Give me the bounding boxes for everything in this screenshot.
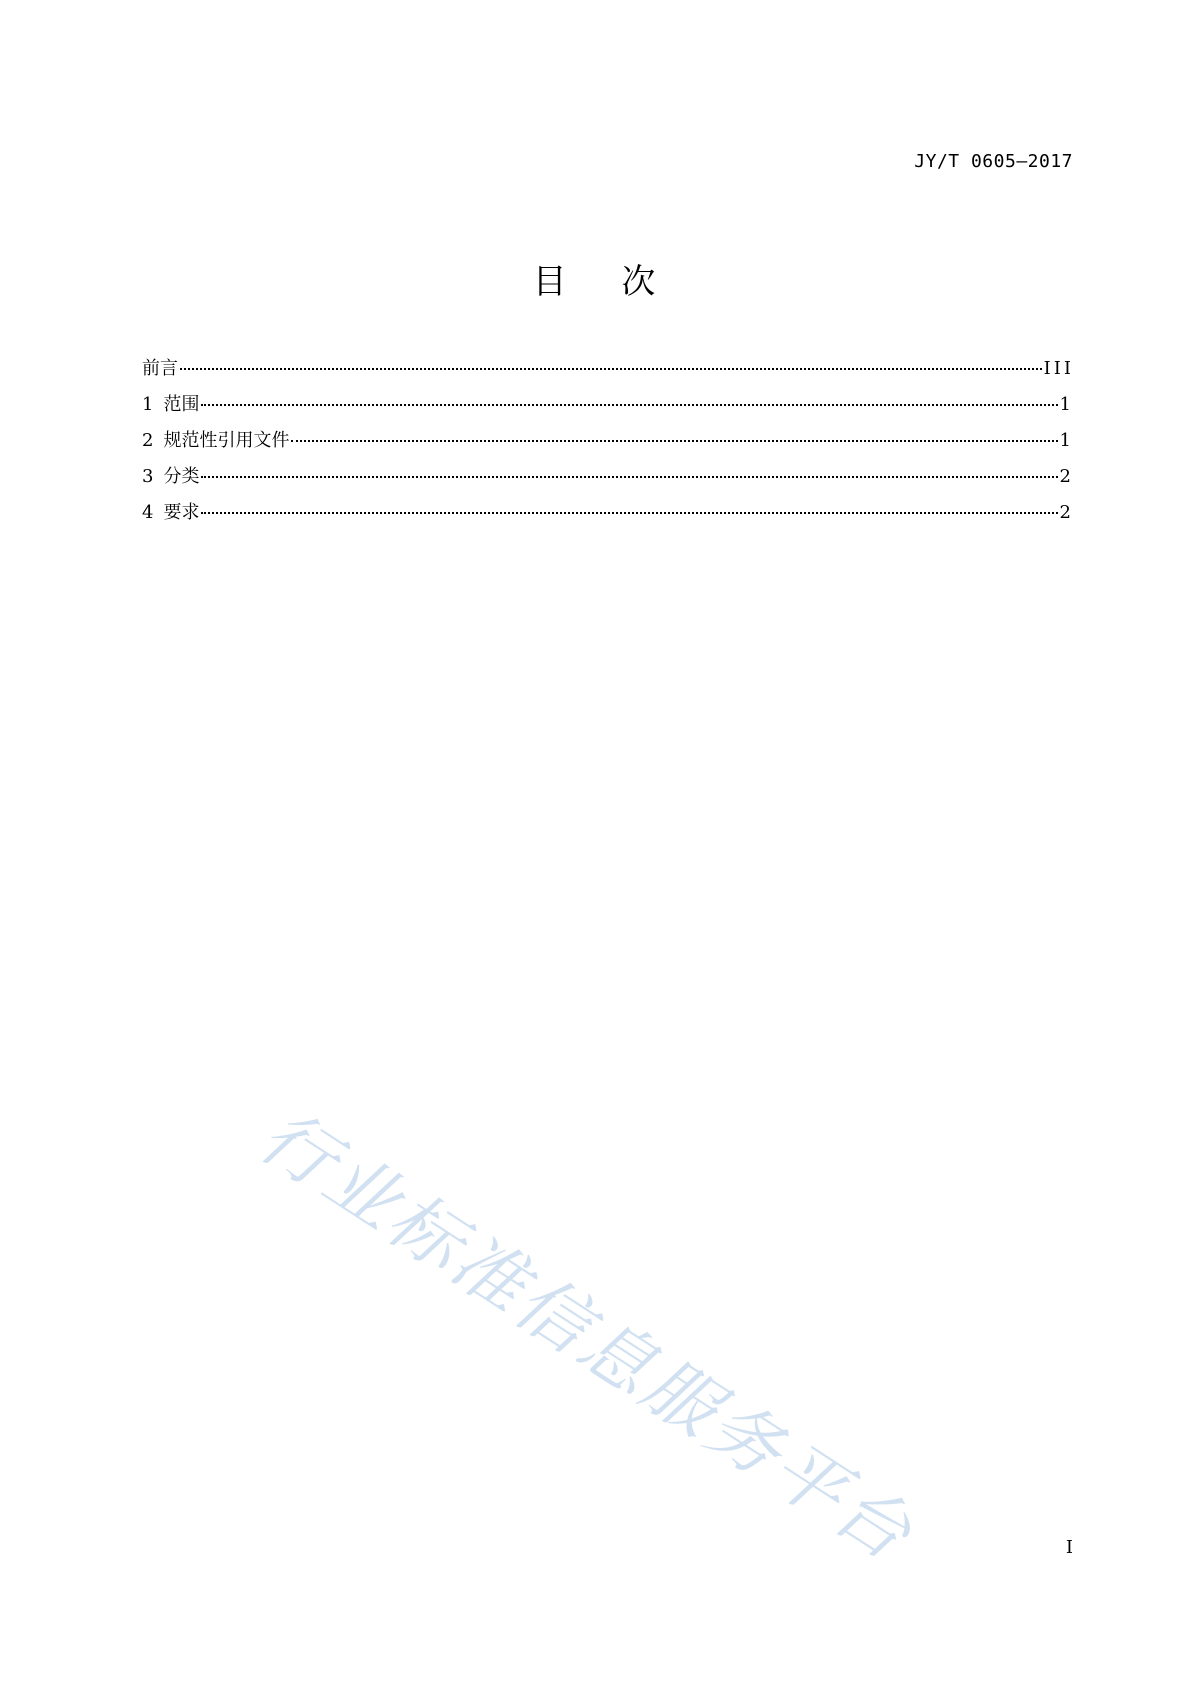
toc-entry-number: 1 <box>142 394 154 415</box>
toc-entry-title: 范围 <box>163 394 200 415</box>
toc-entry-classification[interactable] <box>142 465 1074 501</box>
toc-entry-number: 2 <box>142 430 154 451</box>
toc-entry-foreword[interactable] <box>142 357 1074 393</box>
toc-entry-normative-references[interactable] <box>142 429 1074 465</box>
toc-entry-page: 1 <box>1059 394 1074 415</box>
toc-entry-title: 分类 <box>163 466 200 487</box>
toc-title: 目 次 <box>532 262 658 302</box>
toc-entry-number: 4 <box>142 502 154 523</box>
toc-dot-leader <box>291 439 1057 442</box>
toc-dot-leader <box>201 511 1057 514</box>
toc-entry-number: 3 <box>142 466 154 487</box>
toc-entry-page: 1 <box>1059 430 1074 451</box>
toc-entry-page: 2 <box>1059 502 1074 523</box>
toc-entry-title: 要求 <box>163 502 200 523</box>
toc-entry-page: III <box>1043 358 1074 379</box>
toc-dot-leader <box>201 403 1057 406</box>
toc-entry-scope[interactable] <box>142 393 1074 429</box>
toc-dot-leader <box>201 475 1057 478</box>
toc-entry-title: 前言 <box>142 358 178 379</box>
toc-entry-requirements[interactable] <box>142 501 1074 537</box>
standard-code: JY/T 0605—2017 <box>914 151 1073 172</box>
page-number: I <box>1065 1537 1073 1558</box>
toc-dot-leader <box>180 367 1042 370</box>
table-of-contents <box>142 357 1074 537</box>
toc-entry-title: 规范性引用文件 <box>163 430 290 451</box>
toc-entry-page: 2 <box>1059 466 1074 487</box>
watermark: 行业标准信息服务平台 <box>245 1093 929 1578</box>
